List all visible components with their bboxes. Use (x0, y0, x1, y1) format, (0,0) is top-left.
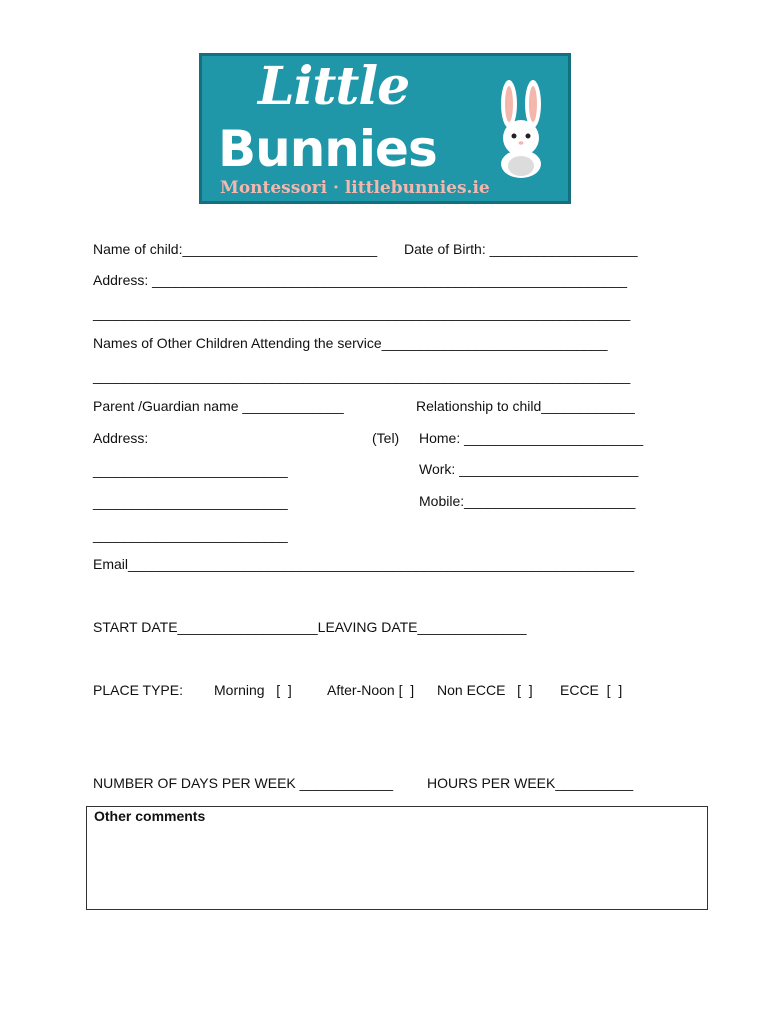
guardian-address-line-1[interactable]: _________________________ (93, 462, 288, 478)
place-ecce-option[interactable]: ECCE [ ] (560, 682, 623, 698)
place-type-label: PLACE TYPE: (93, 682, 184, 698)
start-leaving-date-field[interactable]: START DATE__________________LEAVING DATE______________ (93, 619, 527, 635)
logo-script-text: Little (258, 56, 410, 117)
other-children-field[interactable]: Names of Other Children Attending the service_____________________________ (93, 335, 608, 351)
logo-tagline: Montessori · littlebunnies.ie (220, 178, 490, 198)
address-field[interactable]: Address: _____________________________________________________________ (93, 272, 628, 288)
relationship-field[interactable]: Relationship to child____________ (416, 398, 635, 414)
hours-per-week-field[interactable]: HOURS PER WEEK__________ (427, 775, 634, 791)
work-phone-field[interactable]: Work: _______________________ (419, 461, 639, 477)
mobile-phone-field[interactable]: Mobile:______________________ (419, 493, 636, 509)
other-children-continuation-field[interactable]: _____________________________________________________________________ (93, 368, 631, 384)
home-phone-field[interactable]: Home: _______________________ (419, 430, 644, 446)
guardian-name-field[interactable]: Parent /Guardian name _____________ (93, 398, 344, 414)
other-comments-title: Other comments (94, 808, 206, 824)
email-field[interactable]: Email_________________________________________________________________ (93, 556, 635, 572)
place-non-ecce-option[interactable]: Non ECCE [ ] (437, 682, 533, 698)
place-morning-option[interactable]: Morning [ ] (214, 682, 292, 698)
guardian-address-line-2[interactable]: _________________________ (93, 494, 288, 510)
child-name-field[interactable]: Name of child:_________________________ (93, 241, 378, 257)
date-of-birth-field[interactable]: Date of Birth: ___________________ (404, 241, 638, 257)
days-per-week-field[interactable]: NUMBER OF DAYS PER WEEK ____________ (93, 775, 394, 791)
other-comments-box[interactable] (86, 806, 708, 910)
tel-label: (Tel) (372, 430, 400, 446)
bunny-icon (489, 76, 555, 180)
guardian-address-line-3[interactable]: _________________________ (93, 527, 288, 543)
address-continuation-field[interactable]: _____________________________________________________________________ (93, 305, 631, 321)
logo-bold-text: Bunnies (218, 120, 437, 178)
place-afternoon-option[interactable]: After-Noon [ ] (327, 682, 415, 698)
guardian-address-label: Address: (93, 430, 149, 446)
brand-logo (199, 53, 571, 204)
